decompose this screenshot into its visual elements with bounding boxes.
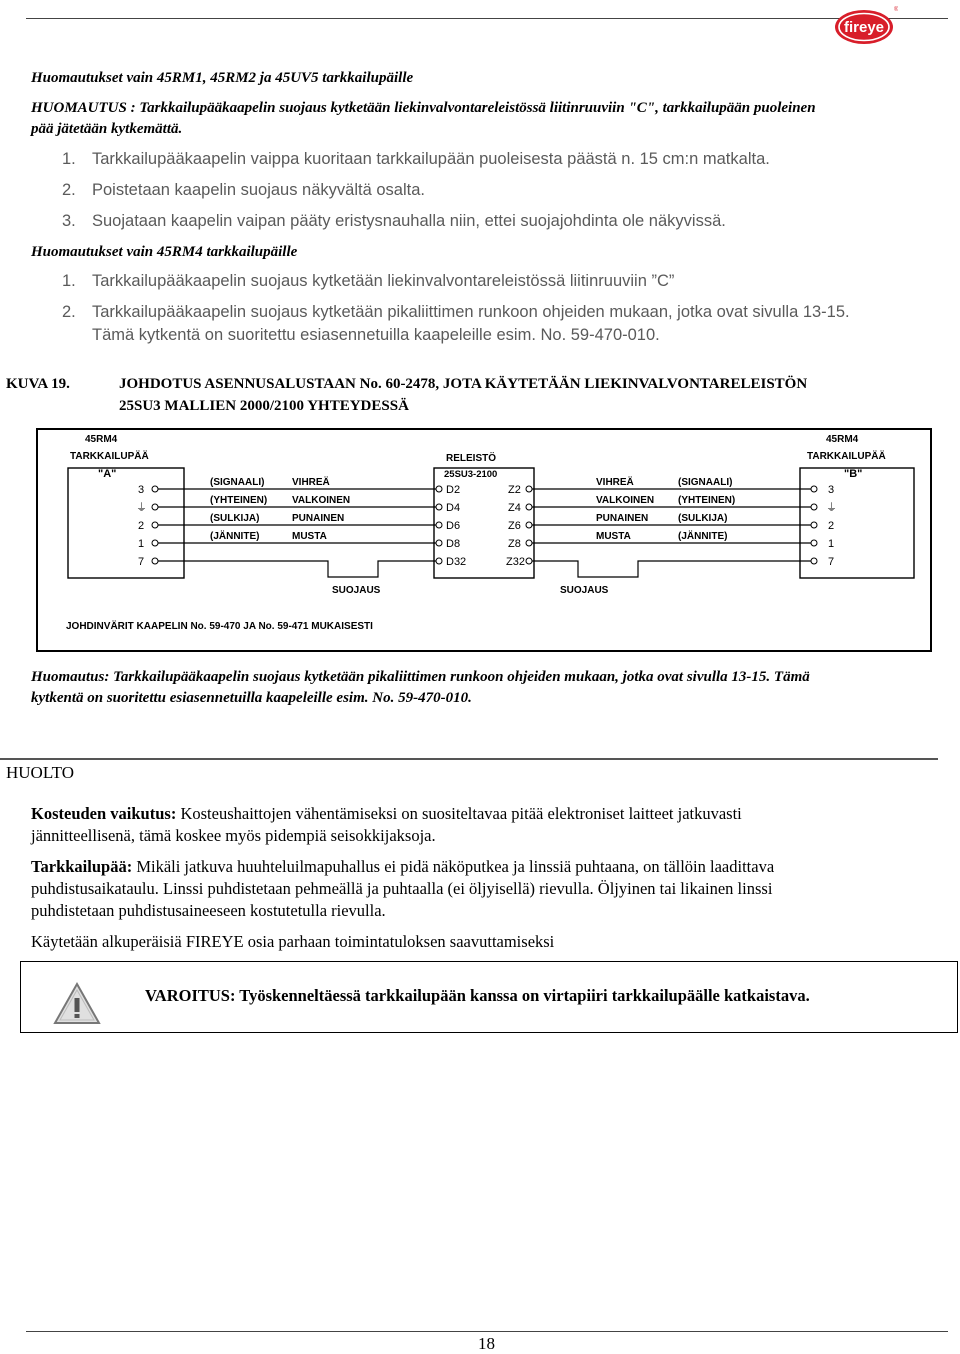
- signal-label: (YHTEINEN): [210, 495, 268, 506]
- parts-paragraph: Käytetään alkuperäisiä FIREYE osia parhaan toimintatuloksen saavuttamiseksi: [31, 932, 555, 951]
- left-term: 3: [138, 484, 145, 496]
- footer-rule: [26, 1331, 948, 1332]
- svg-text:®: ®: [894, 7, 898, 13]
- left-term: 2: [138, 520, 145, 532]
- color-label: VIHREÄ: [596, 477, 634, 488]
- signal-label: (SULKIJA): [678, 513, 728, 524]
- left-term: 7: [138, 556, 145, 568]
- right-title: TARKKAILUPÄÄ: [807, 451, 886, 462]
- rm4-heading: Huomautukset vain 45RM4 tarkkailupäille: [31, 244, 298, 260]
- rm1-step: 1. Tarkkailupääkaapelin vaippa kuoritaan tarkkailupään puoleisesta päästä n. 15 cm:n matkalta.: [62, 150, 770, 168]
- relay-term: D8: [446, 538, 461, 550]
- left-title: TARKKAILUPÄÄ: [70, 451, 149, 462]
- section-title: HUOLTO: [6, 763, 75, 782]
- right-id: "B": [844, 468, 863, 480]
- relay-title: RELEISTÖ: [446, 453, 497, 464]
- right-term: 3: [828, 484, 835, 496]
- header-rule: [26, 18, 948, 19]
- relay-term: D2: [446, 484, 461, 496]
- relay-term: Z2: [508, 484, 521, 496]
- shield-label: SUOJAUS: [560, 585, 609, 596]
- right-term: ⏚: [826, 502, 837, 514]
- left-term: 1: [138, 538, 145, 550]
- left-model: 45RM4: [85, 434, 118, 445]
- color-label: PUNAINEN: [596, 513, 649, 524]
- left-term: ⏚: [136, 502, 147, 514]
- color-label: PUNAINEN: [292, 513, 345, 524]
- section-rule: [0, 758, 938, 760]
- right-term: 7: [828, 556, 835, 568]
- right-term: 2: [828, 520, 835, 532]
- relay-term: Z4: [508, 502, 521, 514]
- rm1-step: 3. Suojataan kaapelin vaipan pääty eristysnauhalla niin, ettei suojajohdinta ole näkyvissä.: [62, 212, 726, 230]
- signal-label: (YHTEINEN): [678, 495, 736, 506]
- page-number: 18: [478, 1334, 495, 1353]
- color-label: VALKOINEN: [596, 495, 655, 506]
- color-label: MUSTA: [292, 531, 327, 542]
- figure-title-line2: 25SU3 MALLIEN 2000/2100 YHTEYDESSÄ: [119, 398, 409, 414]
- warning-text: VAROITUS: Työskenneltäessä tarkkailupään kanssa on virtapiiri tarkkailupäälle katkaistava.: [145, 986, 810, 1005]
- right-model: 45RM4: [826, 434, 859, 445]
- relay-term: D4: [446, 502, 461, 514]
- color-label: VALKOINEN: [292, 495, 351, 506]
- relay-term: D6: [446, 520, 461, 532]
- signal-label: (SIGNAALI): [678, 477, 733, 488]
- logo-text: fireye: [843, 19, 885, 36]
- signal-label: (SULKIJA): [210, 513, 260, 524]
- color-label: VIHREÄ: [292, 477, 330, 488]
- rm1-warning-line1: HUOMAUTUS : Tarkkailupääkaapelin suojaus kytketään liekinvalvontareleistössä liitinruuviin "C", tarkkailupään puoleinen: [31, 100, 816, 116]
- right-term: 1: [828, 538, 835, 550]
- rm4-step: 1. Tarkkailupääkaapelin suojaus kytketään liekinvalvontareleistössä liitinruuviin ”C”: [62, 272, 675, 290]
- rm4-step: 2. Tarkkailupääkaapelin suojaus kytketään pikaliittimen runkoon ohjeiden mukaan, jotka ovat sivulla 13-15.: [62, 303, 850, 321]
- relay-term: D32: [446, 556, 467, 568]
- left-id: "A": [98, 468, 117, 480]
- signal-label: (SIGNAALI): [210, 477, 265, 488]
- figure-label: KUVA 19.: [6, 376, 70, 392]
- rm1-step: 2. Poistetaan kaapelin suojaus näkyvältä osalta.: [62, 181, 425, 199]
- relay-model: 25SU3-2100: [444, 469, 498, 480]
- figure-title-line1: JOHDOTUS ASENNUSALUSTAAN No. 60-2478, JOTA KÄYTETÄÄN LIEKINVALVONTARELEISTÖN: [119, 376, 808, 392]
- sensor-paragraph: Tarkkailupää: Mikäli jatkuva huuhteluilmapuhallus ei pidä näköputkea ja linssiä puhtaana, on tällöin laadittava puhdistusaikataulu. Linssi puhdistetaan pehmeällä ja puhtaalla (ei öljyisellä) rievulla. Öljyinen tai likainen linssi puhdistetaan puhdistusaineeseen kostutetulla rievulla.: [31, 857, 775, 920]
- rm4-step-cont: Tämä kytkentä on suoritettu esiasennetuilla kaapeleille esim. No. 59-470-010.: [92, 326, 660, 344]
- shield-label: SUOJAUS: [332, 585, 381, 596]
- shield-note: Huomautus: Tarkkailupääkaapelin suojaus kytketään pikaliittimen runkoon ohjeiden mukaan, jotka ovat sivulla 13-15. Tämä kytkentä on suoritettu esiasennetuilla kaapeleille esim. No. 59-470-010.: [31, 669, 810, 706]
- diagram-footer: JOHDINVÄRIT KAAPELIN No. 59-470 JA No. 59-471 MUKAISESTI: [66, 621, 373, 632]
- rm1-heading: Huomautukset vain 45RM1, 45RM2 ja 45UV5 tarkkailupäille: [31, 70, 414, 86]
- rm1-warning-line2: pää jätetään kytkemättä.: [31, 121, 183, 137]
- color-label: MUSTA: [596, 531, 631, 542]
- relay-term: Z6: [508, 520, 521, 532]
- warning-triangle-icon: [52, 981, 102, 1027]
- wiring-diagram: [36, 428, 932, 652]
- signal-label: (JÄNNITE): [678, 531, 728, 542]
- fireye-logo: [832, 4, 898, 46]
- moisture-paragraph: Kosteuden vaikutus: Kosteushaittojen vähentämiseksi on suositeltavaa pitää elektroniset laitteet jatkuvasti jännitteellisenä, tämä koskee myös pidempiä seisokkijaksoja.: [31, 804, 742, 845]
- relay-term: Z32: [506, 556, 525, 568]
- signal-label: (JÄNNITE): [210, 531, 260, 542]
- relay-term: Z8: [508, 538, 521, 550]
